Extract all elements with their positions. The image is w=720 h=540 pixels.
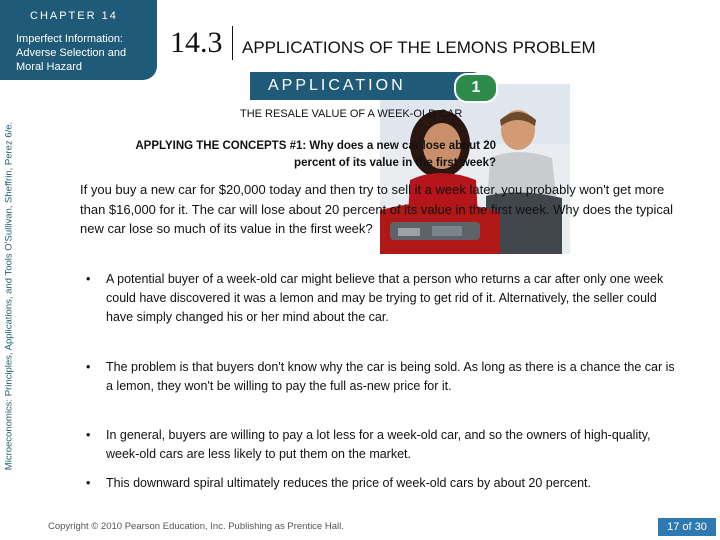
bullet-dot-icon: • [86, 360, 91, 374]
bullet-dot-icon: • [86, 476, 91, 490]
application-label: APPLICATION [268, 77, 406, 94]
section-title: APPLICATIONS OF THE LEMONS PROBLEM [242, 38, 596, 57]
bullet-text: This downward spiral ultimately reduces the price of week-old cars by about 20 percent. [106, 476, 591, 490]
application-banner [250, 72, 486, 100]
chapter-tab [0, 0, 157, 80]
bullet-text: The problem is that buyers don't know why the car is being sold. As long as there is a chance the car is a lemon, they won't be willing to pay the full as-new price for it. [106, 360, 675, 393]
application-subtitle: THE RESALE VALUE OF A WEEK-OLD CAR [240, 108, 463, 120]
list-item [86, 474, 676, 493]
concept-question: APPLYING THE CONCEPTS #1: Why does a new car lose about 20 percent of its value in the first week? [135, 140, 496, 169]
chapter-subtitle: Imperfect Information: Adverse Selection and Moral Hazard [16, 33, 127, 73]
application-number-badge [454, 73, 498, 103]
application-number: 1 [471, 79, 481, 96]
list-item [86, 270, 676, 327]
bullet-dot-icon: • [86, 428, 91, 442]
section-number: 14.3 [170, 26, 223, 59]
chapter-label: CHAPTER 14 [30, 10, 118, 22]
intro-paragraph: If you buy a new car for $20,000 today and then try to sell it a week later, you probably won't get more than $16,000 for it. The car will lose about 20 percent of its value in the first week. Why does the typical new car lose so much of its value in the first week? [80, 182, 674, 236]
bullet-text: A potential buyer of a week-old car might believe that a person who returns a car after only one week could have discovered it was a lemon and may be trying to get rid of it. Alternatively, the seller could have simply changed his or her mind about the car. [106, 272, 664, 324]
bullet-text: In general, buyers are willing to pay a lot less for a week-old car, and so the owners of high-quality, week-old cars are less likely to put them on the market. [106, 428, 651, 461]
book-credit: Microeconomics: Principles, Applications, and Tools O'Sullivan, Sheffrin, Perez 6/e. [3, 121, 15, 471]
vertical-credit-strip [0, 84, 18, 509]
bullet-dot-icon: • [86, 272, 91, 286]
list-item [86, 358, 676, 396]
list-item [86, 426, 676, 464]
section-divider [232, 26, 233, 60]
copyright-notice: Copyright © 2010 Pearson Education, Inc. Publishing as Prentice Hall. [48, 521, 344, 532]
page-indicator: 17 of 30 [658, 518, 716, 536]
